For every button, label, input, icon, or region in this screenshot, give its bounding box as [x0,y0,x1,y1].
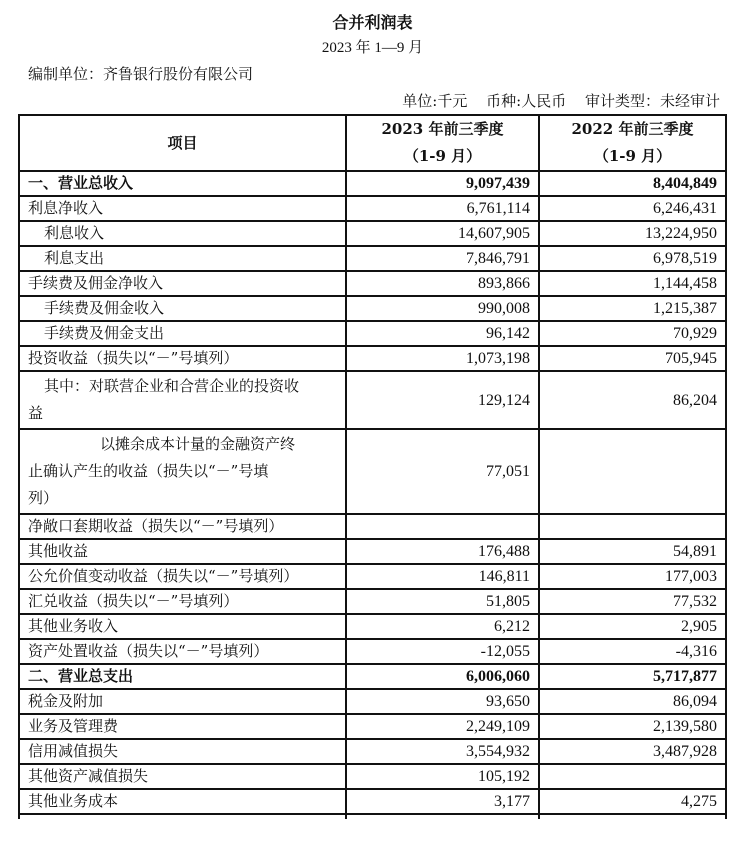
row-label: 其他业务成本 [19,789,346,814]
row-label [19,371,346,429]
table-row [19,789,726,814]
statement-title: 合并利润表 [332,13,413,32]
value-2022: 5,717,877 [539,664,726,689]
table-row [19,246,726,271]
row-label-line1: 以摊余成本计量的金融资产终 [100,435,296,453]
value-2023: 6,006,060 [346,664,539,689]
value-2022: 177,003 [539,564,726,589]
table-row [19,614,726,639]
row-label: 利息收入 [19,221,346,246]
table-row [19,764,726,789]
value-2023: 14,607,905 [346,221,539,246]
row-label: 税金及附加 [19,689,346,714]
value-2023: 105,192 [346,764,539,789]
value-2022: 70,929 [539,321,726,346]
table-row [19,564,726,589]
table-row [19,689,726,714]
header-2022-line1: 2022 年前三季度 [571,120,694,138]
unit-label: 单位:千元 [402,92,468,110]
header-2023 [346,115,539,171]
table-row [19,429,726,514]
row-label [19,429,346,514]
value-2023: 77,051 [346,429,539,514]
table-row [19,371,726,429]
row-label: 其他收益 [19,539,346,564]
table-row [19,514,726,539]
value-2022: 2,905 [539,614,726,639]
value-2022: 54,891 [539,539,726,564]
row-label: 二、营业总支出 [19,664,346,689]
row-label: 信用减值损失 [19,739,346,764]
table-row [19,346,726,371]
currency-label: 币种:人民币 [486,92,567,110]
value-2023: 176,488 [346,539,539,564]
preparer-label: 编制单位：齐鲁银行股份有限公司 [28,65,254,83]
row-label-line1: 其中：对联营企业和合营企业的投资收 [44,377,300,395]
value-2022 [539,764,726,789]
row-label-line3: 列） [28,489,59,507]
header-row [19,115,726,171]
row-label: 其他业务收入 [19,614,346,639]
value-2022 [539,429,726,514]
header-item: 项目 [19,115,346,171]
value-2022: 8,404,849 [539,171,726,196]
value-2022: 6,246,431 [539,196,726,221]
header-2022 [539,115,726,171]
value-2023: 51,805 [346,589,539,614]
cutoff-cell [539,814,726,819]
value-2023: 6,212 [346,614,539,639]
value-2022: 13,224,950 [539,221,726,246]
value-2022: 86,094 [539,689,726,714]
table-row [19,196,726,221]
row-label: 手续费及佣金收入 [19,296,346,321]
value-2023: -12,055 [346,639,539,664]
value-2022 [539,514,726,539]
value-2023: 3,177 [346,789,539,814]
header-2023-line2: （1-9 月） [403,147,482,165]
value-2022: 4,275 [539,789,726,814]
row-label: 手续费及佣金支出 [19,321,346,346]
row-label: 一、营业总收入 [19,171,346,196]
table-row [19,714,726,739]
table-row [19,639,726,664]
table-row [19,171,726,196]
value-2023: 129,124 [346,371,539,429]
value-2023: 990,008 [346,296,539,321]
table-row [19,739,726,764]
row-label-line2: 益 [28,404,44,422]
value-2023: 1,073,198 [346,346,539,371]
value-2023: 146,811 [346,564,539,589]
row-label: 汇兑收益（损失以“－”号填列） [19,589,346,614]
value-2023: 9,097,439 [346,171,539,196]
table-row [19,664,726,689]
value-2022: 77,532 [539,589,726,614]
row-label: 利息净收入 [19,196,346,221]
value-2022: -4,316 [539,639,726,664]
row-label: 其他资产减值损失 [19,764,346,789]
value-2022: 2,139,580 [539,714,726,739]
value-2022: 86,204 [539,371,726,429]
value-2023: 2,249,109 [346,714,539,739]
cutoff-cell [19,814,346,819]
value-2023 [346,514,539,539]
value-2023: 93,650 [346,689,539,714]
table-row [19,296,726,321]
unit-info [388,90,720,111]
row-label: 手续费及佣金净收入 [19,271,346,296]
cutoff-cell [346,814,539,819]
table-row [19,539,726,564]
value-2022: 3,487,928 [539,739,726,764]
value-2022: 1,144,458 [539,271,726,296]
value-2022: 1,215,387 [539,296,726,321]
audit-type-label: 审计类型：未经审计 [584,92,720,110]
table-row [19,221,726,246]
row-label: 净敞口套期收益（损失以“－”号填列） [19,514,346,539]
value-2023: 3,554,932 [346,739,539,764]
row-label: 业务及管理费 [19,714,346,739]
row-label: 公允价值变动收益（损失以“－”号填列） [19,564,346,589]
row-label: 资产处置收益（损失以“－”号填列） [19,639,346,664]
header-2022-line2: （1-9 月） [593,147,672,165]
value-2023: 7,846,791 [346,246,539,271]
row-label: 利息支出 [19,246,346,271]
header-2023-line1: 2023 年前三季度 [381,120,504,138]
value-2023: 96,142 [346,321,539,346]
table-row-cutoff [19,814,726,819]
value-2022: 705,945 [539,346,726,371]
statement-period: 2023 年 1—9 月 [321,40,424,56]
value-2022: 6,978,519 [539,246,726,271]
income-statement-table [18,114,727,819]
table-row [19,271,726,296]
table-row [19,321,726,346]
value-2023: 6,761,114 [346,196,539,221]
row-label-line2: 止确认产生的收益（损失以“－”号填 [28,462,269,480]
row-label: 投资收益（损失以“－”号填列） [19,346,346,371]
value-2023: 893,866 [346,271,539,296]
table-row [19,589,726,614]
